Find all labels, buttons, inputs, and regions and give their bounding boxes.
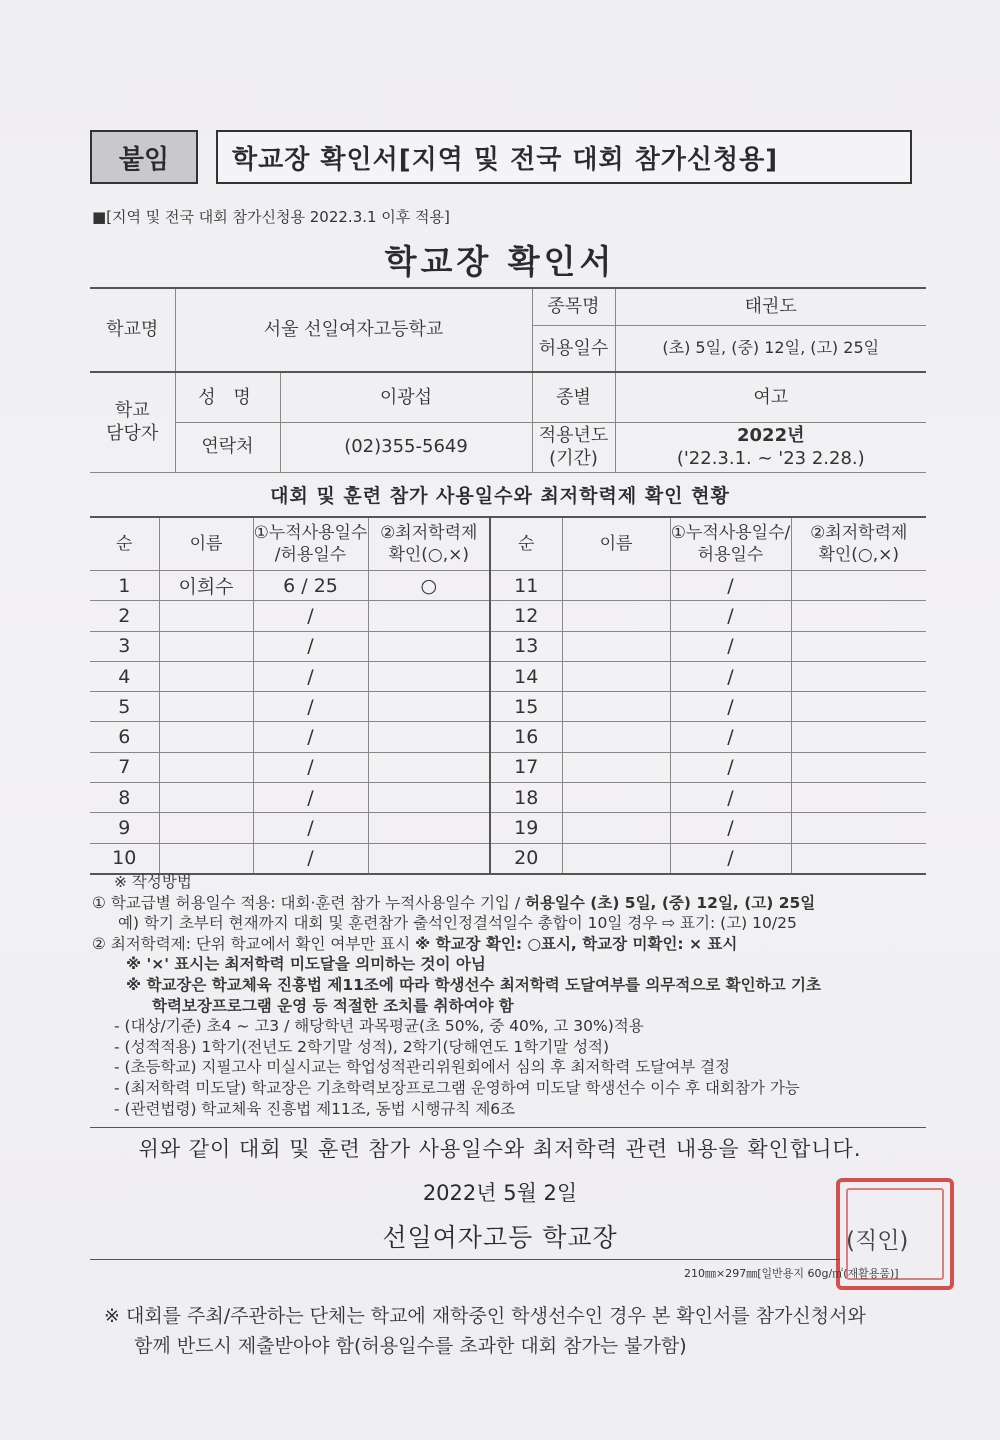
section-title: 대회 및 훈련 참가 사용일수와 최저학력제 확인 현황 [270,485,730,507]
row-no-right: 16 [490,722,562,752]
table-row [90,571,926,601]
table-row [90,722,926,752]
row-check [368,631,490,661]
row-days: / [253,813,368,843]
divider [90,1259,840,1260]
row-no-right: 12 [490,601,562,631]
row-check-right [791,843,926,874]
row-name-right [562,783,670,813]
header-name-right: 이름 [562,517,670,571]
footer-line-2: 함께 반드시 제출받아야 함(허용일수를 초과한 대회 참가는 불가함) [134,1335,687,1357]
row-check-right [791,752,926,782]
row-name-right [562,571,670,601]
school-name: 서울 선일여자고등학교 [175,288,532,372]
header-academic-line1: ②최저학력제 [380,522,478,543]
row-days: / [253,601,368,631]
table-row [90,783,926,813]
header-days-line1: ①누적사용일수 [253,522,368,543]
row-days: 6 / 25 [253,571,368,601]
row-name [159,722,253,752]
row-no: 6 [90,722,159,752]
row-days-right: / [670,722,791,752]
row-no: 1 [90,571,159,601]
header-days-right [670,517,791,571]
header-days-line2: /허용일수 [274,545,347,565]
contact-value: (02)355-5649 [280,422,532,472]
row-days: / [253,722,368,752]
row-check [368,661,490,691]
list-item: - (대상/기준) 초4 ~ 고3 / 해당학년 과목평균(초 50%, 중 40%, 고 30%)적용 [114,1017,644,1036]
allowed-days-label: 허용일수 [532,325,615,372]
list-item: - (최저학력 미도달) 학교장은 기초학력보장프로그램 운영하여 미도달 학생선수 이수 후 대회참가 가능 [114,1078,800,1097]
row-no-right: 18 [490,783,562,813]
list-item: - (관련법령) 학교체육 진흥법 제11조, 동법 시행규칙 제6조 [114,1099,516,1118]
row-check [368,813,490,843]
row-days-right: / [670,813,791,843]
row-check-right [791,601,926,631]
row-days-right: / [670,661,791,691]
row-no-right: 11 [490,571,562,601]
row-days-right: / [670,752,791,782]
row-days-right: / [670,631,791,661]
row-no: 7 [90,752,159,782]
instruction-note-2a: ※ 학교장은 학교체육 진흥법 제11조에 따라 학생선수 최저학력 도달여부를 의무적으로 확인하고 기초 [126,975,821,994]
row-no: 10 [90,843,159,874]
row-no: 5 [90,692,159,722]
header-no: 순 [90,517,159,571]
row-no: 2 [90,601,159,631]
row-name-right [562,692,670,722]
row-name [159,601,253,631]
table-row [90,661,926,691]
row-days-right: / [670,571,791,601]
row-no: 8 [90,783,159,813]
row-days: / [253,631,368,661]
category-value: 여고 [615,372,926,422]
instructions [92,872,932,1119]
staff-label-line2: 담당자 [106,423,159,445]
divider [90,1127,926,1128]
instruction-note-2b: 학력보장프로그램 운영 등 적절한 조치를 취하여야 함 [152,996,514,1015]
table-row [90,752,926,782]
confirmation-text: 위와 같이 대회 및 훈련 참가 사용일수와 최저학력 관련 내용을 확인합니다. [138,1137,862,1161]
row-name-right [562,813,670,843]
row-name [159,813,253,843]
row-no: 3 [90,631,159,661]
row-name-right [562,843,670,874]
sport-value: 태권도 [615,288,926,325]
header-academic [368,517,490,571]
header-academic-right-line2: 확인(○,×) [818,545,900,565]
seal-mark: (직인) [846,1228,909,1254]
row-no-right: 14 [490,661,562,691]
row-check-right [791,813,926,843]
row-name-right [562,722,670,752]
applicability-note: ■[지역 및 전국 대회 참가신청용 2022.3.1 이후 적용] [92,208,450,226]
instruction-item-1 [92,893,932,914]
row-no-right: 19 [490,813,562,843]
row-check-right [791,571,926,601]
row-days: / [253,783,368,813]
row-no-right: 20 [490,843,562,874]
roster-table [90,516,926,875]
row-check [368,752,490,782]
school-info-table [90,287,926,473]
document-title: 학교장 확인서 [384,242,616,281]
year-label-line1: 적용년도 [538,424,609,446]
footer-note [104,1301,924,1361]
instruction-item-1-text: ① 학교급별 허용일수 적용: 대회·훈련 참가 누적사용일수 기입 / [92,893,525,912]
row-check [368,783,490,813]
row-days-right: / [670,692,791,722]
header-no-right: 순 [490,517,562,571]
staff-name: 이광섭 [280,372,532,422]
instruction-example: 예) 학기 초부터 현재까지 대회 및 훈련참가 출석인정결석일수 총합이 10일 경우 ⇨ 표기: (고) 10/25 [118,914,797,933]
header-days [253,517,368,571]
year-label [532,422,615,472]
table-row [90,843,926,874]
row-check-right [791,631,926,661]
form-title: 학교장 확인서[지역 및 전국 대회 참가신청용] [216,130,912,184]
row-name [159,692,253,722]
row-check-right [791,692,926,722]
sport-label: 종목명 [532,288,615,325]
row-name: 이희수 [159,571,253,601]
row-check [368,692,490,722]
header-days-right-line2: 허용일수 [697,545,764,565]
school-name-label: 학교명 [90,288,175,372]
row-no-right: 13 [490,631,562,661]
header-academic-line2: 확인(○,×) [388,545,470,565]
row-check [368,601,490,631]
row-name [159,752,253,782]
list-item: - (성적적용) 1학기(전년도 2학기말 성적), 2학기(당해연도 1학기말 성적) [114,1037,610,1056]
row-check-right [791,722,926,752]
row-name-right [562,601,670,631]
row-name [159,783,253,813]
row-check [368,722,490,752]
category-label: 종별 [532,372,615,422]
row-check: ○ [368,571,490,601]
table-row [90,813,926,843]
instruction-item-1-bold: 허용일수 (초) 5일, (중) 12일, (고) 25일 [524,893,816,912]
contact-label: 연락처 [175,422,280,472]
row-days: / [253,661,368,691]
paper-size-note: 210㎜×297㎜[일반용지 60g/㎡(재활용품)] [684,1267,899,1280]
table-row [90,692,926,722]
row-no-right: 15 [490,692,562,722]
year-label-line2: (기간) [549,448,598,469]
instruction-item-2-bold: ※ 학교장 확인: ○표시, 학교장 미확인: × 표시 [415,934,738,953]
row-days: / [253,692,368,722]
allowed-days-value: (초) 5일, (중) 12일, (고) 25일 [615,325,926,372]
table-row [90,601,926,631]
row-no: 4 [90,661,159,691]
row-days-right: / [670,601,791,631]
attachment-label: 붙임 [90,130,198,184]
row-days: / [253,752,368,782]
instruction-item-2-text: ② 최저학력제: 단위 학교에서 확인 여부만 표시 [92,934,416,953]
instruction-note-1: ※ '×' 표시는 최저학력 미도달을 의미하는 것이 아님 [126,955,486,974]
header-academic-right [791,517,926,571]
row-no-right: 17 [490,752,562,782]
year-value [615,422,926,472]
row-check-right [791,661,926,691]
row-days-right: / [670,843,791,874]
header-academic-right-line1: ②최저학력제 [810,522,908,543]
row-days-right: / [670,783,791,813]
footer-line-1: ※ 대회를 주최/주관하는 단체는 학교에 재학중인 학생선수인 경우 본 확인서를 참가신청서와 [104,1305,866,1327]
row-check-right [791,783,926,813]
issue-date: 2022년 5월 2일 [422,1181,578,1205]
row-days: / [253,843,368,874]
row-name-right [562,631,670,661]
row-name [159,661,253,691]
staff-label-line1: 학교 [114,399,150,421]
row-check [368,843,490,874]
row-name-right [562,752,670,782]
name-label: 성 명 [175,372,280,422]
row-name-right [562,661,670,691]
list-item: - (초등학교) 지필고사 미실시교는 학업성적관리위원회에서 심의 후 최저학력 도달여부 결정 [114,1058,731,1077]
row-no: 9 [90,813,159,843]
principal-name: 선일여자고등 학교장 [382,1223,618,1252]
year: 2022년 [737,424,805,446]
header-days-right-line1: ①누적사용일수/ [670,522,791,543]
row-name [159,843,253,874]
instruction-item-2 [92,934,932,955]
table-row [90,631,926,661]
header-name: 이름 [159,517,253,571]
period: ('22.3.1. ~ '23 2.28.) [676,448,865,469]
instructions-heading: ※ 작성방법 [114,873,192,891]
staff-label [90,372,175,472]
row-name [159,631,253,661]
